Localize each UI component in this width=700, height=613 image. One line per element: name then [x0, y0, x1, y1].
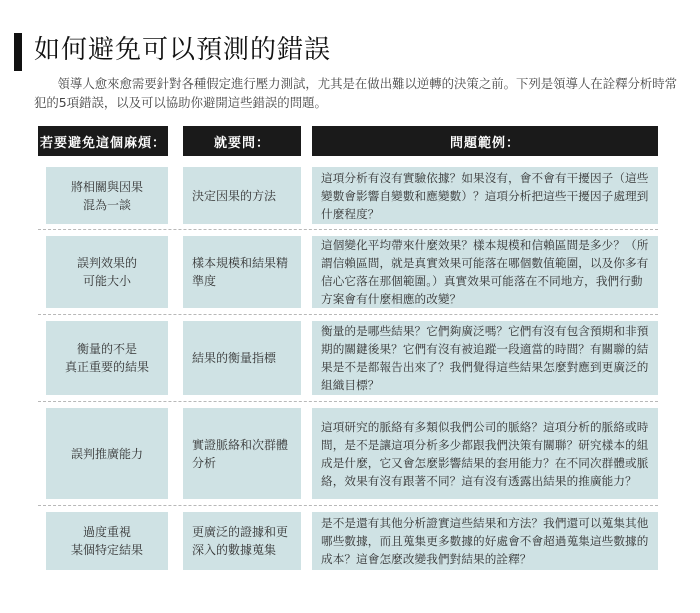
- ask-text: 結果的衡量指標: [192, 351, 277, 365]
- example-text: 這項分析有沒有實驗依據？如果沒有，會不會有干擾因子（這些變數會影響自變數和應變數）？這項分析把這些干擾因子處理到什麼程度？: [321, 170, 649, 221]
- row-divider: [38, 314, 658, 315]
- problem-text: 過度重視 某個特定結果: [70, 525, 143, 557]
- title-accent-bar: [14, 33, 22, 71]
- ask-text: 實證脈絡和次群體分析: [192, 437, 289, 470]
- ask-text: 樣本規模和結果精準度: [192, 256, 289, 288]
- example-text: 這項研究的脈絡有多類似我們公司的脈絡？這項分析的脈絡或時間，是不是讓這項分析多少都跟我們決策有關聯？研究樣本的組成是什麼，它又會怎麼影響結果的套用能力？在不同次群體或脈絡，效果有沒有跟著不同？這有沒有透露出結果的推廣能力？: [321, 419, 649, 488]
- table-row-3-problem: [46, 321, 168, 395]
- problem-text: 將相關與因果 混為一談: [70, 179, 143, 212]
- header-example: 問題範例：: [312, 126, 658, 156]
- table-row-1-example: [312, 167, 658, 224]
- table-row-4-ask: [183, 408, 301, 499]
- problem-text: 誤判推廣能力: [70, 446, 143, 461]
- table-row-2-example: [312, 236, 658, 308]
- table-row-1-problem: [46, 167, 168, 224]
- table-row-3-example: [312, 321, 658, 395]
- table-row-3-ask: [183, 321, 301, 395]
- intro-paragraph: 領導人愈來愈需要針對各種假定進行壓力測試，尤其是在做出難以逆轉的決策之前。下列是領導人在詮釋分析時常犯的5項錯誤，以及可以協助你避開這些錯誤的問題。: [34, 76, 678, 110]
- header-problem: 若要避免這個麻煩：: [38, 126, 168, 156]
- problem-text: 誤判效果的 可能大小: [76, 256, 137, 288]
- table-row-4-example: [312, 408, 658, 499]
- table-row-5-ask: [183, 512, 301, 570]
- table-row-1-ask: [183, 167, 301, 224]
- example-text: 衡量的是哪些結果？它們夠廣泛嗎？它們有沒有包含預期和非預期的關鍵後果？它們有沒有被追蹤一段適當的時間？有關聯的結果是不是都報告出來了？我們覺得這些結果怎麼對應到更廣泛的組織目標？: [321, 324, 649, 392]
- table-row-2-ask: [183, 236, 301, 308]
- table-row-5-example: [312, 512, 658, 570]
- page-title: 如何避免可以預測的錯誤: [34, 35, 332, 65]
- problem-text: 衡量的不是 真正重要的結果: [64, 342, 149, 374]
- table-row-2-problem: [46, 236, 168, 308]
- ask-text: 決定因果的方法: [192, 188, 277, 203]
- row-divider: [38, 505, 658, 506]
- row-divider: [38, 229, 658, 230]
- header-ask: 就要問：: [183, 126, 301, 156]
- ask-text: 更廣泛的證據和更深入的數據蒐集: [192, 525, 289, 557]
- example-text: 是不是還有其他分析證實這些結果和方法？我們還可以蒐集其他哪些數據，而且蒐集更多數據的好處會不會超過蒐集這些數據的成本？這會怎麼改變我們對結果的詮釋？: [321, 516, 649, 566]
- table-row-5-problem: [46, 512, 168, 570]
- table-row-4-problem: [46, 408, 168, 499]
- example-text: 這個變化平均帶來什麼效果？樣本規模和信賴區間是多少？（所謂信賴區間，就是真實效果可能落在哪個數值範圍，以及你多有信心它落在那個範圍。）真實效果可能落在不同地方，我們行動方案會有什麼相應的改變？: [321, 238, 649, 306]
- row-divider: [38, 401, 658, 402]
